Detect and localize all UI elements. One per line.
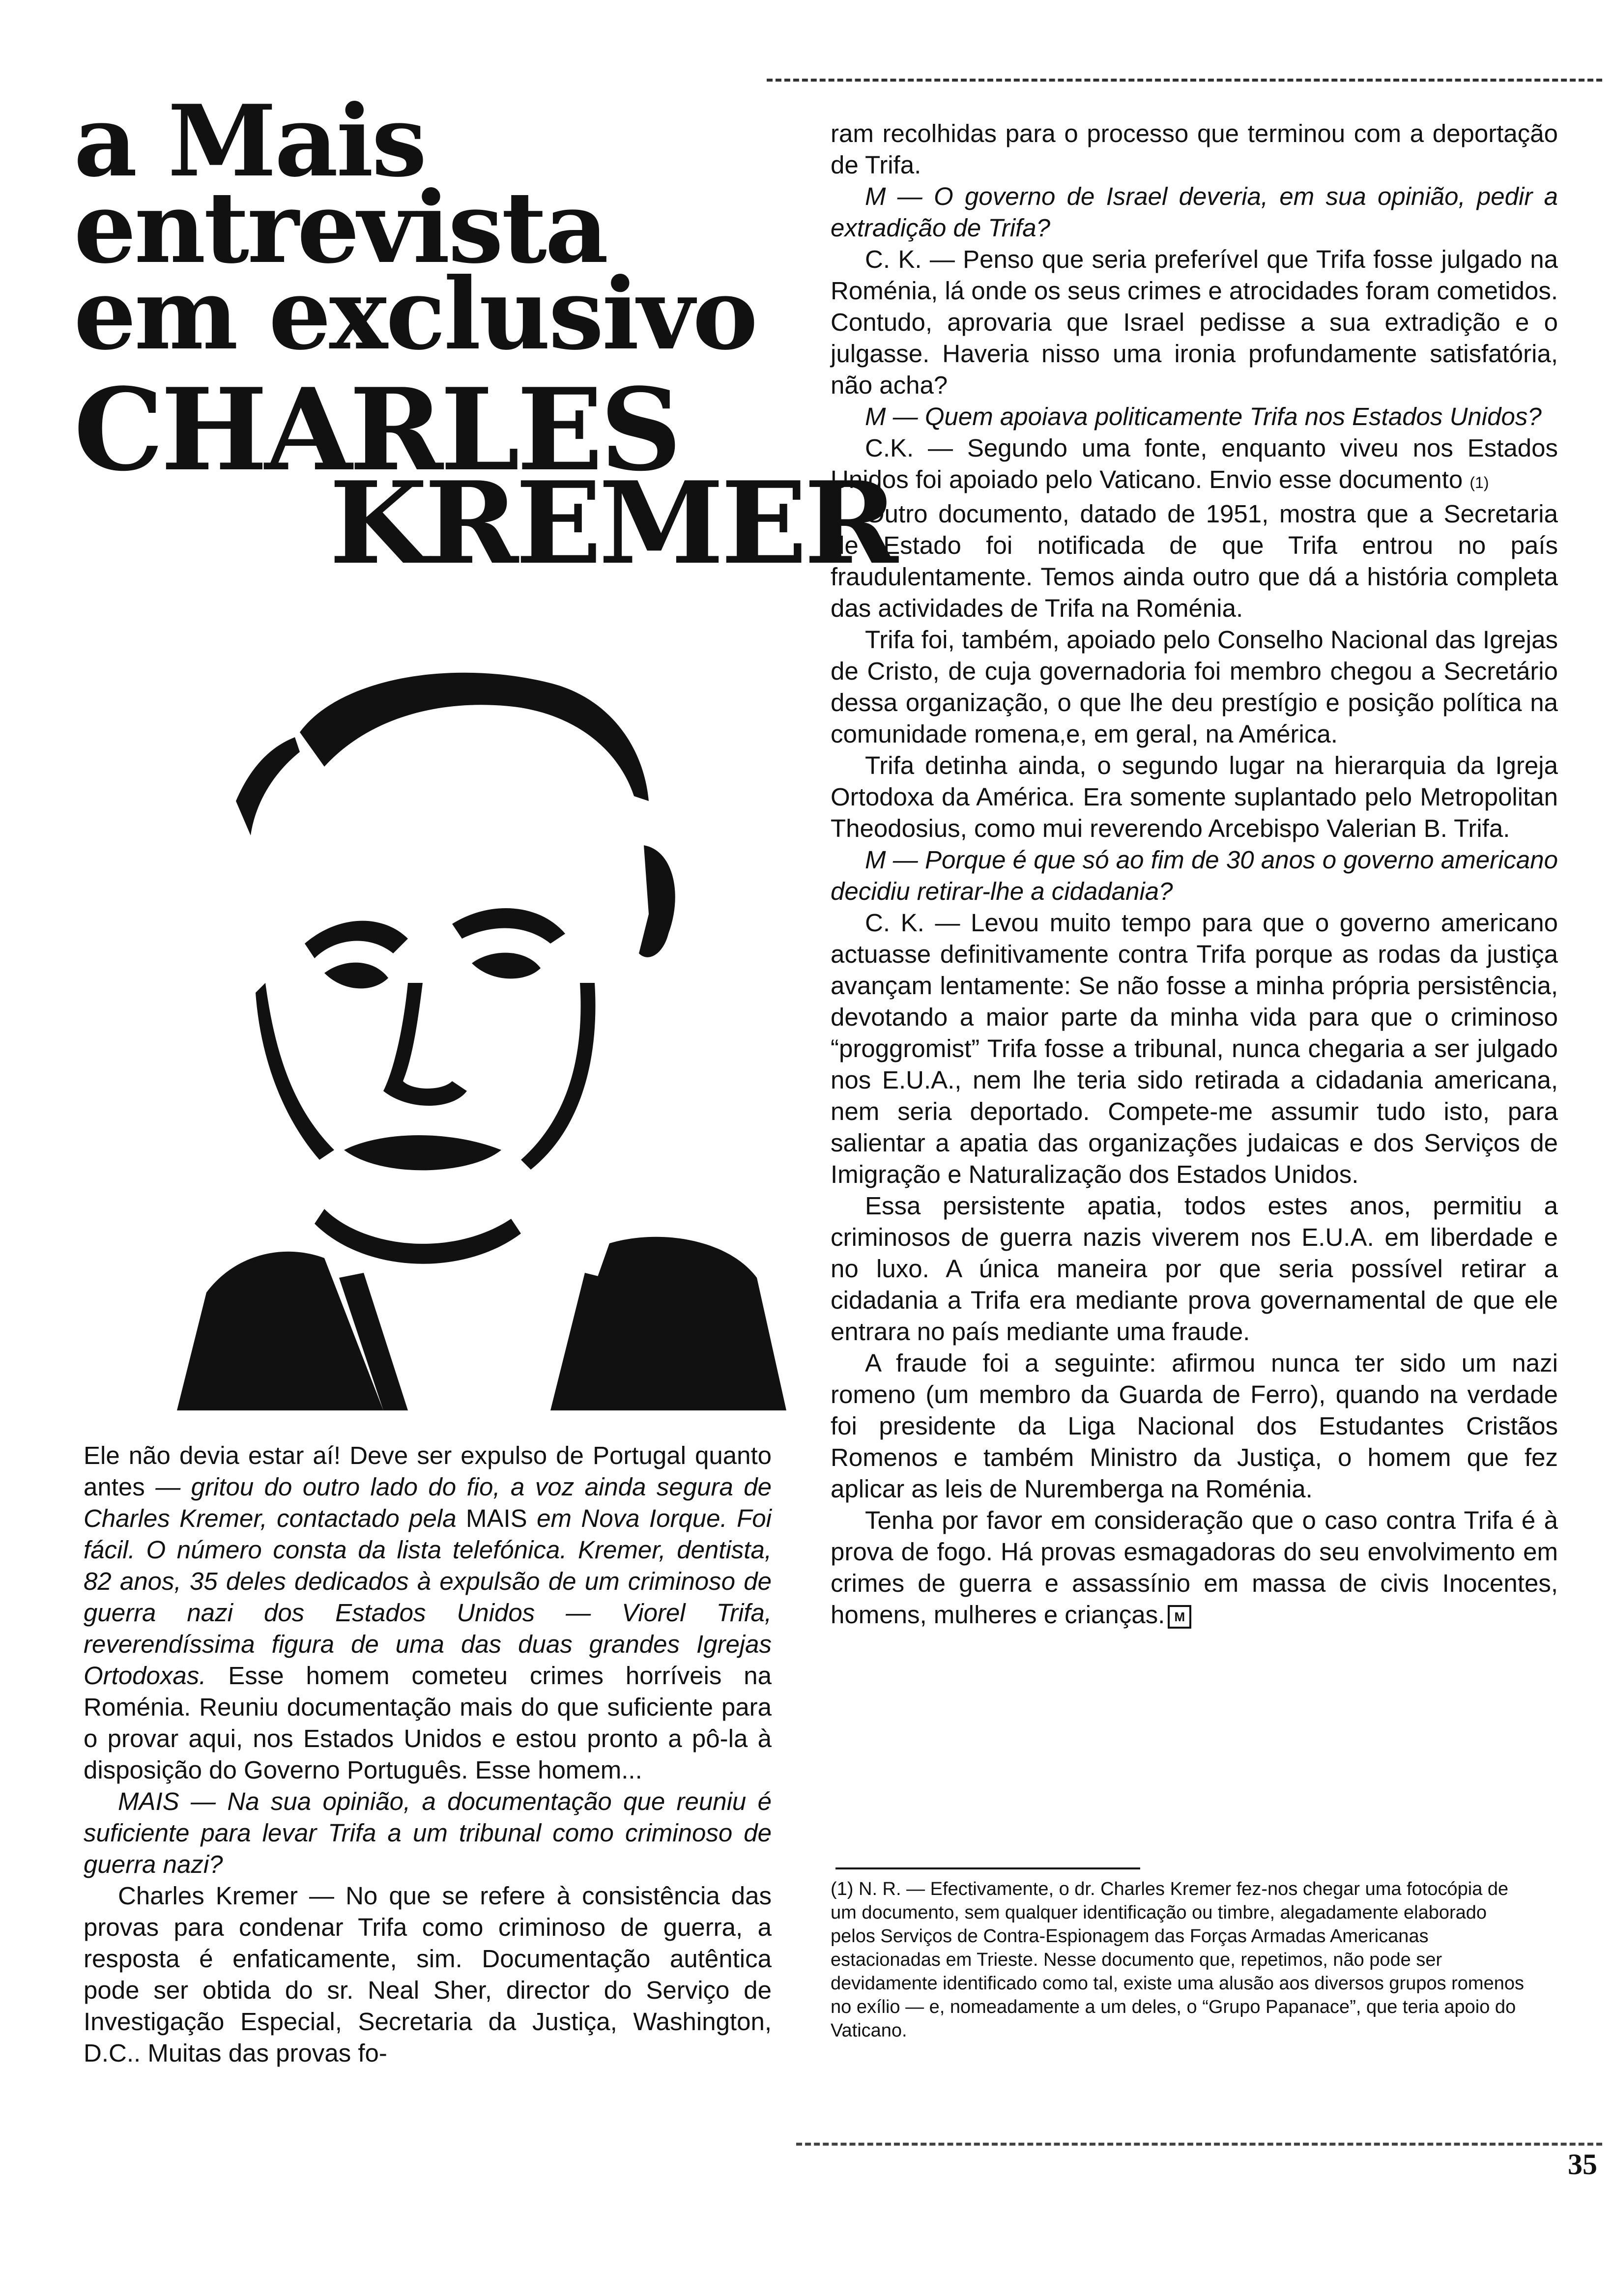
footnote: [831, 1877, 1528, 2042]
headline-line-3: em exclusivo: [74, 257, 756, 372]
magazine-name: MAIS: [466, 1504, 527, 1532]
intro-paragraph: [84, 1440, 772, 1786]
top-rule: [767, 79, 1602, 82]
name-last: KREMER: [329, 457, 895, 590]
intro-narration-2: em Nova Iorque. Foi fácil. O número consta da lista telefónica. Kremer, dentista, 82 anos, 35 deles dedicados à expulsão de um criminoso de guerra nazi dos Estados Unidos — Viorel Trifa, reverendíssima figura de uma das duas grandes Igrejas Ortodoxas.: [84, 1504, 772, 1690]
footnote-ref: (1): [1469, 474, 1489, 491]
question-4: M — Porque é que só ao fim de 30 anos o governo americano decidiu retirar-lhe a cidadania?: [831, 846, 1558, 905]
closing-text: Tenha por favor em consideração que o caso contra Trifa é à prova de fogo. Há provas esmagadoras do seu envolvimento em crimes de guerra e assassínio em massa de civis Inocentes, homens, mulheres e crianças.: [831, 1506, 1558, 1629]
bottom-rule: [796, 2143, 1602, 2146]
footnote-text: (1) N. R. — Efectivamente, o dr. Charles Kremer fez-nos chegar uma fotocópia de um documento, sem qualquer identificação ou timbre, alegadamente elaborado pelos Serviços de Contra-Espionagem das Forças Armadas Americanas estacionadas em Trieste. Nesse documento que, repetimos, não pode ser devidamente identificado como tal, existe uma alusão aos diversos grupos romenos no exílio — e, nomeadamente a um deles, o “Grupo Papanace”, que teria apoio do Vaticano.: [831, 1879, 1524, 2041]
interviewee-name: [74, 364, 895, 590]
paragraph-hierarchy: Trifa detinha ainda, o segundo lugar na hierarquia da Igreja Ortodoxa da América. Era somente suplantado pelo Metropolitan Theodosius, como mui reverendo Arcebispo Valerian B. Trifa.: [831, 751, 1558, 842]
paragraph-apathy: Essa persistente apatia, todos estes anos, permitiu a criminosos de guerra nazis viverem nos E.U.A. em liberdade e no luxo. A única maneira por que seria possível retirar a cidadania a Trifa era mediante prova governamental de que ele entrara no país mediante uma fraude.: [831, 1192, 1558, 1346]
name-first: CHARLES: [74, 364, 679, 496]
headline-line-1: a Mais: [74, 84, 425, 199]
paragraph-council: Trifa foi, também, apoiado pelo Conselho Nacional das Igrejas de Cristo, de cuja governadoria foi membro chegou a Secretário dessa organização, o que lhe deu prestígio e posição política na comunidade romena,e, em geral, na América.: [831, 626, 1558, 748]
end-mark-icon: M: [1168, 1605, 1191, 1629]
question-3: M — Quem apoiava politicamente Trifa nos Estados Unidos?: [865, 402, 1542, 430]
question-1: MAIS — Na sua opinião, a documentação que reuniu é suficiente para levar Trifa a um tribunal como criminoso de guerra nazi?: [84, 1787, 772, 1878]
answer-1: Charles Kremer — No que se refere à consistência das provas para condenar Trifa como criminoso de guerra, a resposta é enfaticamente, sim. Documentação autêntica pode ser obtida do sr. Neal Sher, director do Serviço de Investigação Especial, Secretaria da Justiça, Washington, D.C.. Muitas das provas fo-: [84, 1882, 772, 2067]
paragraph-closing: [831, 1505, 1558, 1631]
portrait-photo: [177, 639, 786, 1410]
paragraph-fraud: A fraude foi a seguinte: afirmou nunca ter sido um nazi romeno (um membro da Guarda de Ferro), quando na verdade foi presidente da Liga Nacional dos Estudantes Cristãos Romenos e também Ministro da Justiça, o homem que fez aplicar as leis de Nuremberga na Roménia.: [831, 1349, 1558, 1503]
answer-3: [831, 432, 1558, 498]
right-column: [831, 118, 1558, 1631]
left-column: [84, 1440, 772, 2069]
paragraph-document-1951: Outro documento, datado de 1951, mostra que a Secretaria de Estado foi notificada de que Trifa entrou no país fraudulentamente. Temos ainda outro que dá a história completa das actividades de Trifa na Roménia.: [831, 500, 1558, 622]
intro-narration: — gritou do outro lado do fio, a voz ainda segura de Charles Kremer, contactado pela: [84, 1473, 772, 1532]
question-2: M — O governo de Israel deveria, em sua opinião, pedir a extradição de Trifa?: [831, 182, 1558, 242]
headline-line-2: entrevista: [74, 170, 607, 286]
footnote-rule: [835, 1867, 1140, 1869]
intro-tail: Esse homem cometeu crimes horríveis na Roménia. Reuniu documentação mais do que suficiente para o provar aqui, nos Estados Unidos e estou pronto a pô-la à disposição do Governo Português. Esse homem...: [84, 1662, 772, 1784]
page-number: 35: [1568, 2148, 1597, 2181]
answer-4: C. K. — Levou muito tempo para que o governo americano actuasse definitivamente contra Trifa porque as rodas da justiça avançam lentamente: Se não fosse a minha própria persistência, devotando a maior parte da minha vida para que o criminoso “proggromist” Trifa fosse a tribunal, nunca chegaria a ser julgado nos E.U.A., nem lhe teria sido retirada a cidadania americana, nem seria deportado. Compete-me assumir tudo isto, para salientar a apatia das organizações judaicas e dos Serviços de Imigração e Naturalização dos Estados Unidos.: [831, 909, 1558, 1188]
answer-3-text: C.K. — Segundo uma fonte, enquanto viveu nos Estados Unidos foi apoiado pelo Vaticano. Envio esse documento: [831, 434, 1558, 493]
answer-1-continued: ram recolhidas para o processo que terminou com a deportação de Trifa.: [831, 119, 1558, 179]
intro-lead: Ele não devia estar aí! Deve ser expulso de Portugal quanto antes: [84, 1441, 772, 1501]
headline: [74, 84, 801, 372]
answer-2: C. K. — Penso que seria preferível que Trifa fosse julgado na Roménia, lá onde os seus crimes e atrocidades foram cometidos. Contudo, aprovaria que Israel pedisse a sua extradição e o julgasse. Haveria nisso uma ironia profundamente satisfatória, não acha?: [831, 245, 1558, 399]
